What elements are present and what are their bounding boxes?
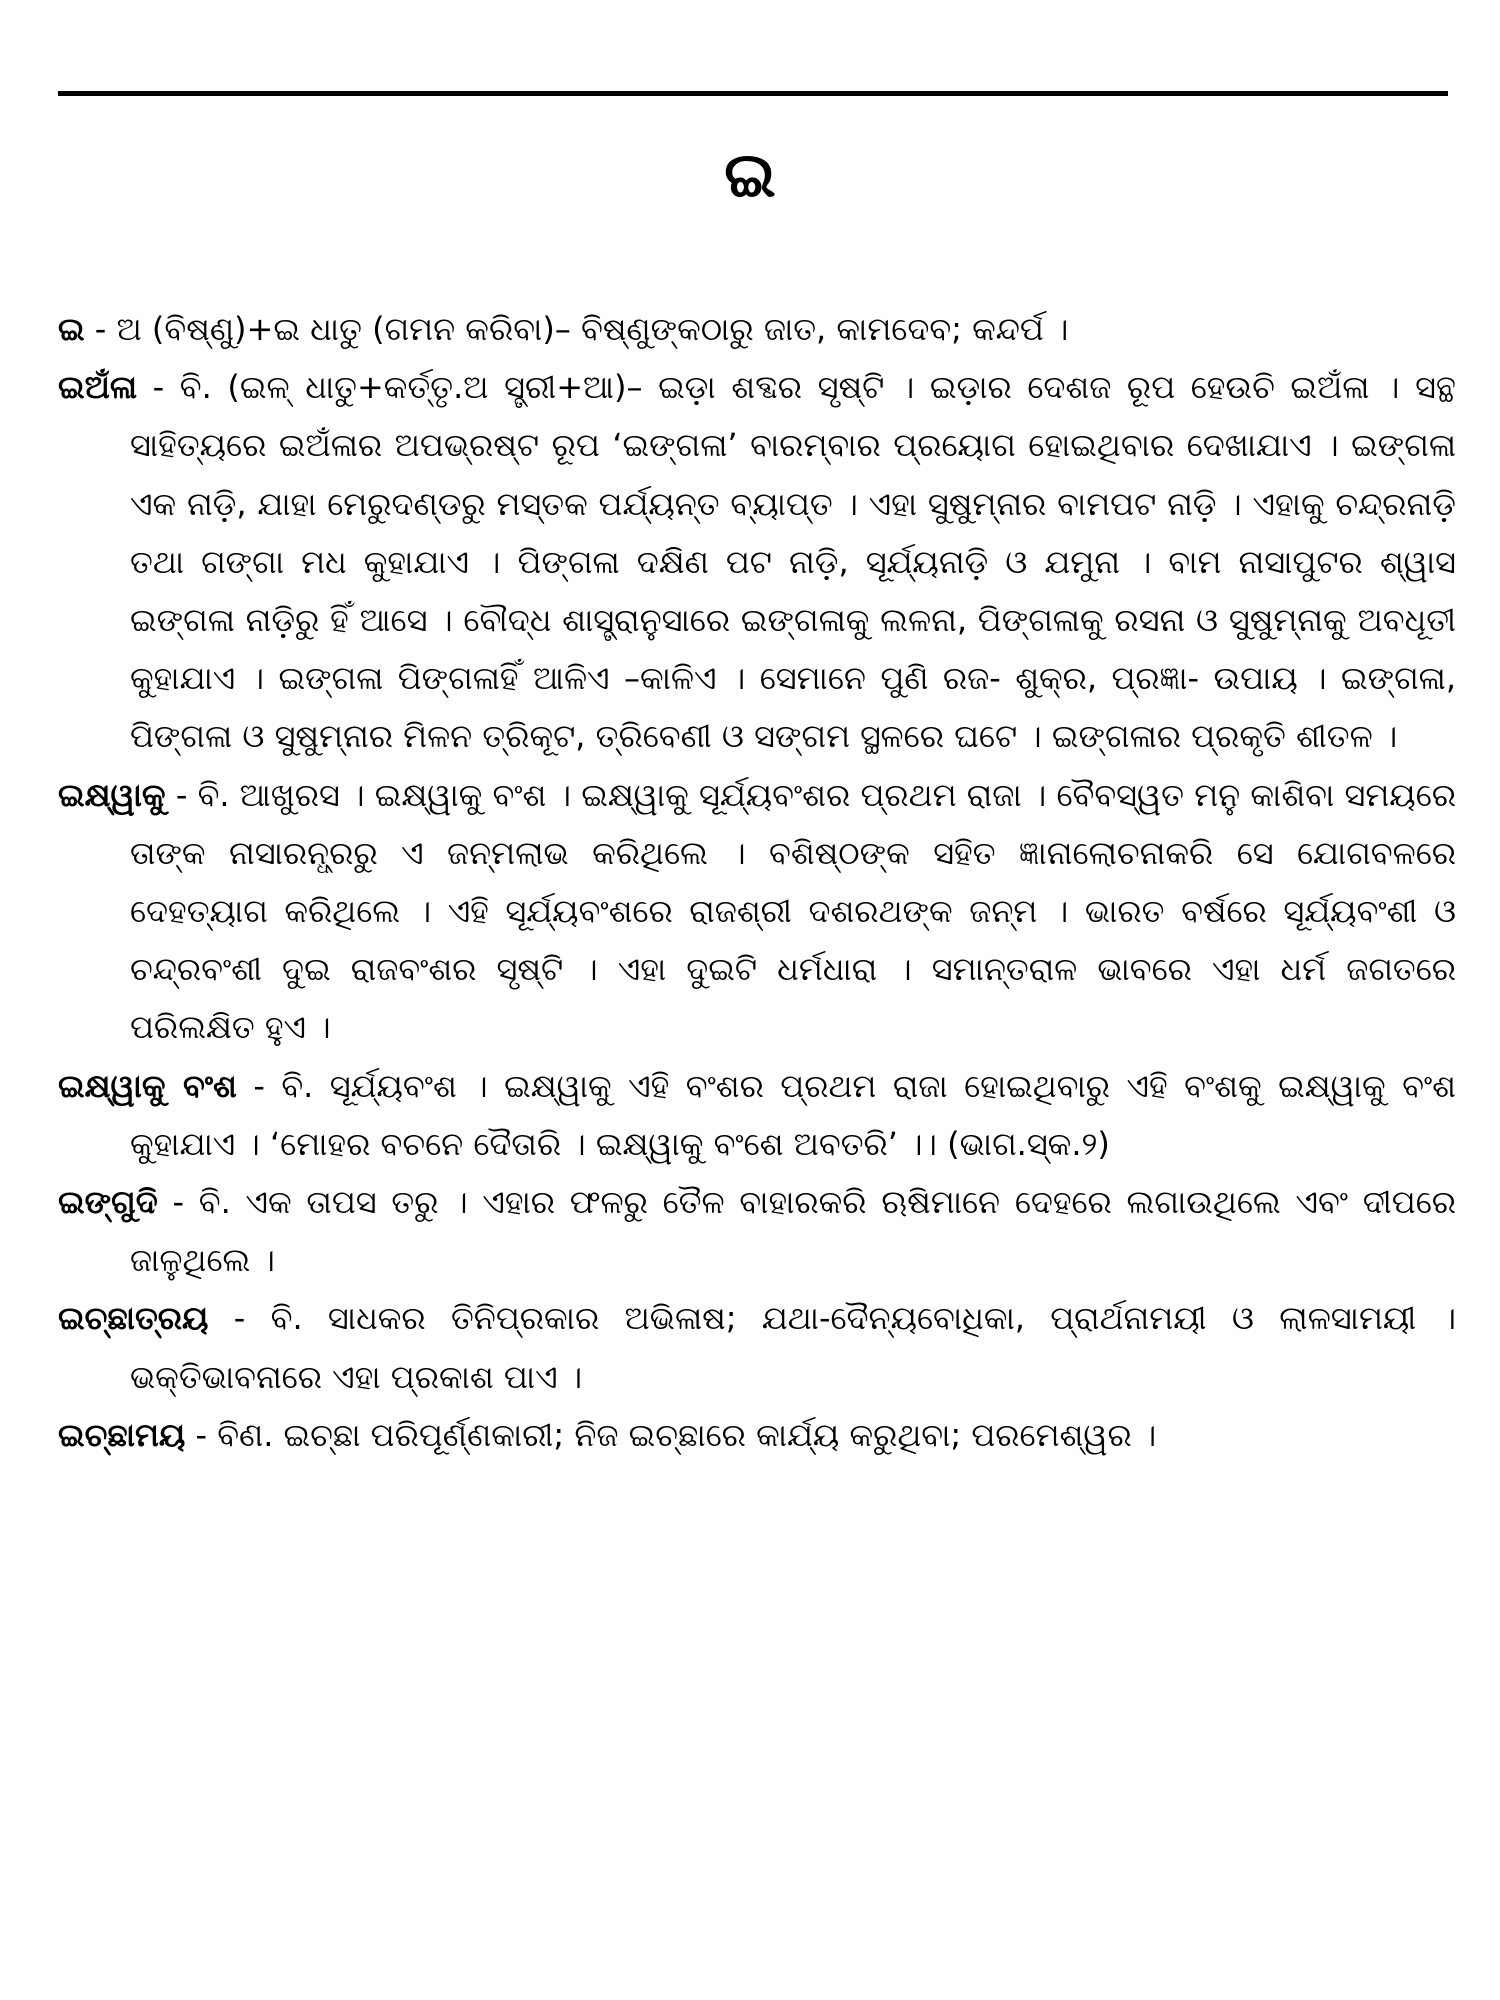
definition: - ବିଣ. ଇଚ୍ଛା ପରିପୂର୍ଣ୍ଣକାରୀ; ନିଜ ଇଚ୍ଛାରେ କାର୍ଯ୍ୟ କରୁଥିବା; ପରମେଶ୍ୱର । <box>185 1415 1157 1454</box>
headword: ଇକ୍ଷ୍ୱାକୁ <box>58 775 166 814</box>
definition: - ବି. ଆଖୁରସ । ଇକ୍ଷ୍ୱାକୁ ବଂଶ । ଇକ୍ଷ୍ୱାକୁ ସୂର୍ଯ୍ୟବଂଶର ପ୍ରଥମ ରାଜା । ବୈବସ୍ୱତ ମନୁ କାଶିବା ସମୟରେ ତାଙ୍କ ନାସାରନ୍ଧ୍ରରୁ ଏ ଜନ୍ମଲାଭ କରିଥିଲେ । ବଶିଷ୍ଠଙ୍କ ସହିତ ଜ୍ଞାନାଲୋଚନାକରି ସେ ଯୋଗବଳରେ ଦେହତ୍ୟାଗ କରିଥିଲେ । ଏହି ସୂର୍ଯ୍ୟବଂଶରେ ରାଜଶ୍ରୀ ଦଶରଥଙ୍କ ଜନ୍ମ । ଭାରତ ବର୍ଷରେ ସୂର୍ଯ୍ୟବଂଶୀ ଓ ଚନ୍ଦ୍ରବଂଶୀ ଦୁଇ ରାଜବଂଶର ସୃଷ୍ଟି । ଏହା ଦୁଇଟି ଧର୍ମଧାରା । ସମାନ୍ତରାଳ ଭାବରେ ଏହା ଧର୍ମ ଜଗତରେ ପରିଲକ୍ଷିତ ହୁଏ । <box>130 775 1456 1047</box>
definition: - ବି. ସାଧକର ତିନିପ୍ରକାର ଅଭିଳାଷ; ଯଥା-ଦୈନ୍ୟବୋଧିକା, ପ୍ରାର୍ଥନାମୟୀ ଓ ଲାଳସାମୟୀ । ଭକ୍ତିଭାବନାରେ ଏହା ପ୍ରକାଶ ପାଏ । <box>130 1299 1456 1396</box>
entry-ichchhatraya <box>58 1289 1456 1405</box>
headword: ଇ <box>58 310 85 348</box>
entry-ichchhamaya <box>58 1406 1456 1464</box>
headword: ଇଚ୍ଛାତ୍ରୟ <box>58 1299 209 1338</box>
entry-ikshvaku <box>58 766 1456 1057</box>
headword: ଇଙ୍ଗୁଦି <box>58 1183 158 1222</box>
entry-i <box>58 300 1456 358</box>
definition: - ବି. ଏକ ତାପସ ତରୁ । ଏହାର ଫଳରୁ ତୈଳ ବାହାରକରି ଋଷିମାନେ ଦେହରେ ଲଗାଉଥିଲେ ଏବଂ ଦୀପରେ ଜାଳୁଥିଲେ । <box>130 1183 1456 1280</box>
definition: - ବି. ସୂର୍ଯ୍ୟବଂଶ । ଇକ୍ଷ୍ୱାକୁ ଏହି ବଂଶର ପ୍ରଥମ ରାଜା ହୋଇଥିବାରୁ ଏହି ବଂଶକୁ ଇକ୍ଷ୍ୱାକୁ ବଂଶ କୁହାଯାଏ । ‘ମୋହର ବଚନେ ଦୈତାରି । ଇକ୍ଷ୍ୱାକୁ ବଂଶେ ଅବତରି’ ।। (ଭାଗ.ସ୍କ.୨) <box>130 1066 1456 1163</box>
definition: - ଅ (ବିଷ୍ଣୁ)+ଇ ଧାତୁ (ଗମନ କରିବା)– ବିଷ୍ଣୁଙ୍କଠାରୁ ଜାତ, କାମଦେବ; କନ୍ଦର୍ପ । <box>84 310 1069 348</box>
section-letter: ଇ <box>724 138 776 211</box>
top-rule <box>58 91 1448 96</box>
entry-ikshvaku-vamsha <box>58 1057 1456 1173</box>
headword: ଇଅଁଳା <box>58 368 138 407</box>
headword: ଇଚ୍ଛାମୟ <box>58 1415 186 1454</box>
entry-ingudi <box>58 1173 1456 1289</box>
headword: ଇକ୍ଷ୍ୱାକୁ ବଂଶ <box>58 1066 237 1105</box>
entry-list <box>58 300 1456 1464</box>
entry-iaanla <box>58 358 1456 765</box>
definition: - ବି. (ଇଳ୍ ଧାତୁ+କର୍ତ୍ତୃ.ଅ ସ୍ତ୍ରୀ+ଆ)– ଇଡ଼ା ଶବ୍ଦର ସୃଷ୍ଟି । ଇଡ଼ାର ଦେଶଜ ରୂପ ହେଉଚି ଇଅଁଳା । ସନ୍ଥ ସାହିତ୍ୟରେ ଇଅଁଳାର ଅପଭ୍ରଷ୍ଟ ରୂପ ‘ଇଙ୍ଗଳା’ ବାରମ୍ବାର ପ୍ରୟୋଗ ହୋଇଥିବାର ଦେଖାଯାଏ । ଇଙ୍ଗଳା ଏକ ନାଡ଼ି, ଯାହା ମେରୁଦଣ୍ଡରୁ ମସ୍ତକ ପର୍ଯ୍ୟନ୍ତ ବ୍ୟାପ୍ତ । ଏହା ସୁଷୁମ୍ନାର ବାମପଟ ନାଡ଼ି । ଏହାକୁ ଚନ୍ଦ୍ରନାଡ଼ି ତଥା ଗଙ୍ଗା ମଧ କୁହାଯାଏ । ପିଙ୍ଗଳା ଦକ୍ଷିଣ ପଟ ନାଡ଼ି, ସୂର୍ଯ୍ୟନାଡ଼ି ଓ ଯମୁନା । ବାମ ନାସାପୁଟର ଶ୍ୱାସ ଇଙ୍ଗଳା ନାଡ଼ିରୁ ହିଁ ଆସେ । ବୌଦ୍ଧ ଶାସ୍ତ୍ରାନୁସାରେ ଇଙ୍ଗଳାକୁ ଲଳନା, ପିଙ୍ଗଳାକୁ ରସନା ଓ ସୁଷୁମ୍ନାକୁ ଅବଧୂତୀ କୁହାଯାଏ । ଇଙ୍ଗଳା ପିଙ୍ଗଳାହିଁ ଆଳିଏ –କାଳିଏ । ସେମାନେ ପୁଣି ରଜ- ଶୁକ୍ର, ପ୍ରଜ୍ଞା- ଉପାୟ । ଇଙ୍ଗଳା, ପିଙ୍ଗଳା ଓ ସୁଷୁମ୍ନାର ମିଳନ ତ୍ରିକୂଟ, ତ୍ରିବେଣୀ ଓ ସଙ୍ଗମ ସ୍ଥଳରେ ଘଟେ । ଇଙ୍ଗଳାର ପ୍ରକୃତି ଶୀତଳ । <box>130 368 1456 756</box>
